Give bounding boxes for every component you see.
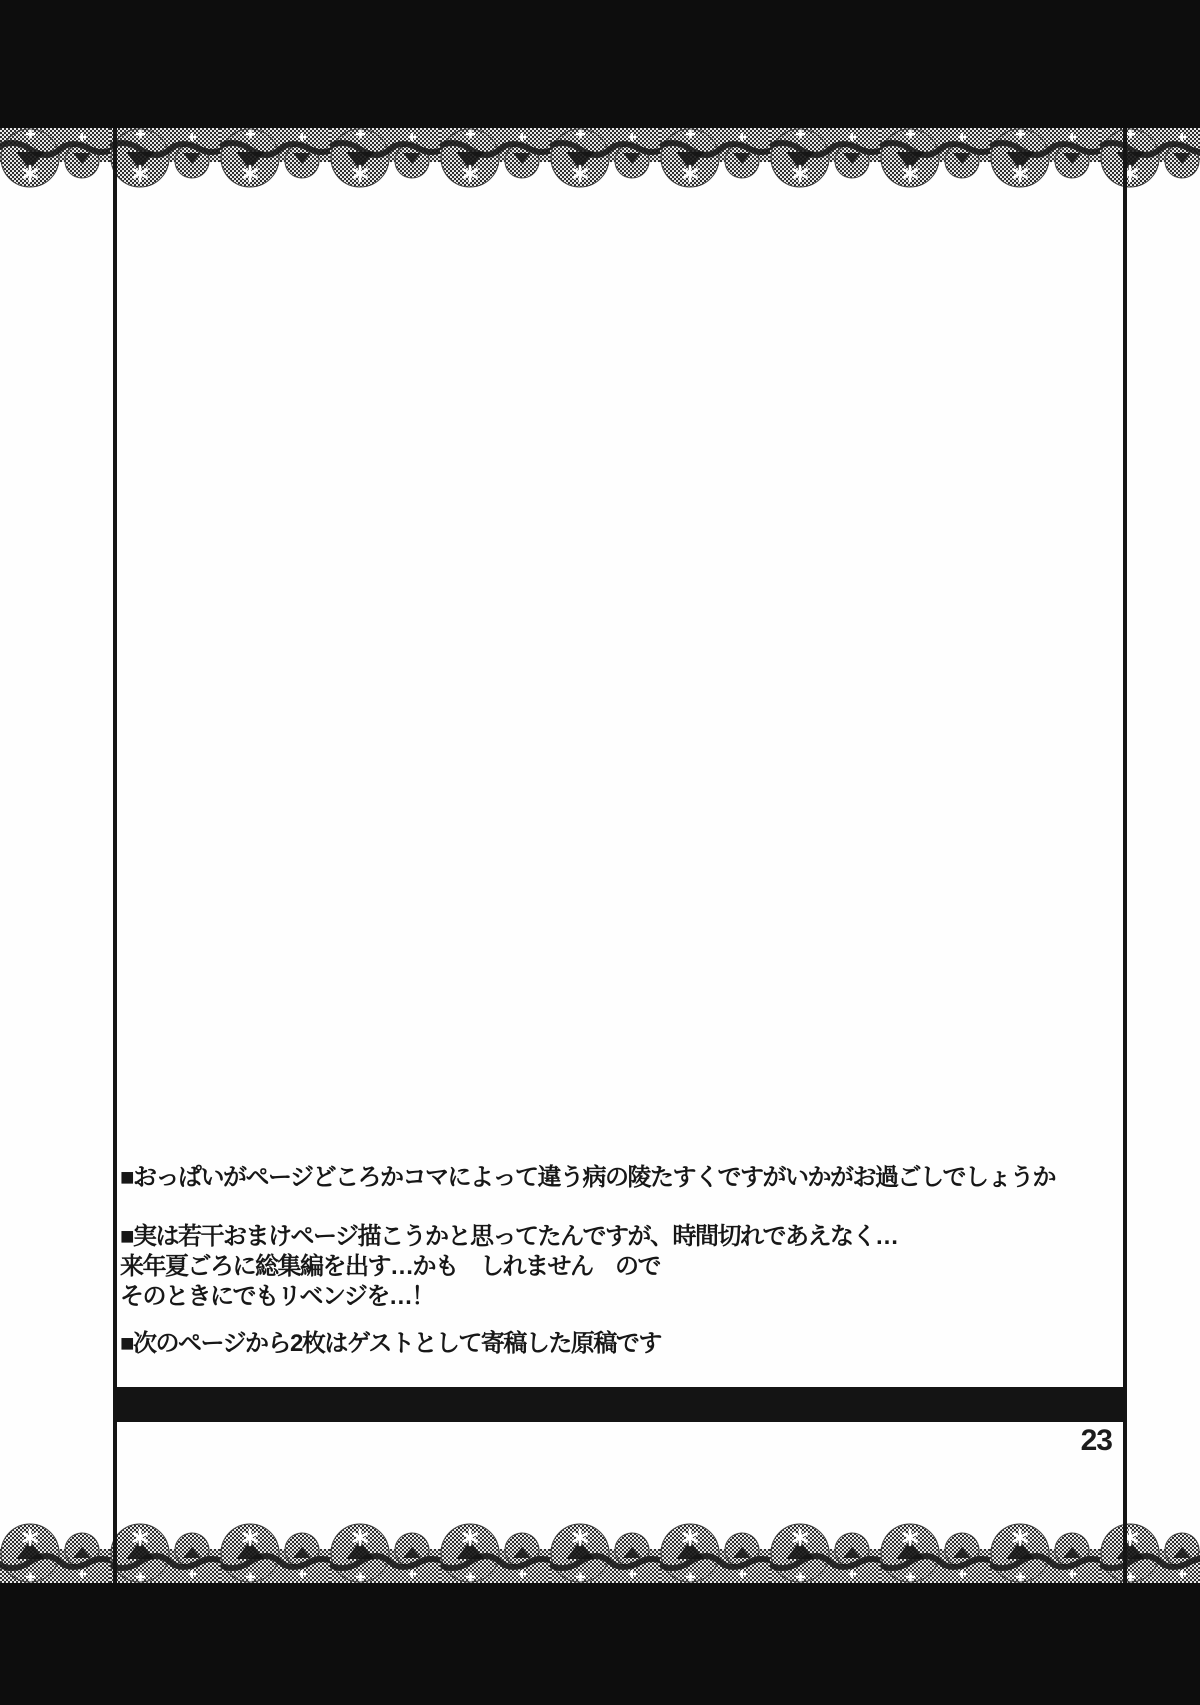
afterword-line: ■次のページから2枚はゲストとして寄稿した原稿です [120, 1330, 661, 1357]
afterword-line: 来年夏ごろに総集編を出す…かも しれません ので [120, 1253, 660, 1280]
afterword-line: ■実は若干おまけページ描こうかと思ってたんですが、時間切れであえなく… [120, 1223, 898, 1250]
page-number: 23 [1080, 1424, 1112, 1457]
afterword-line: そのときにでもリベンジを…！ [120, 1283, 434, 1310]
afterword-line: ■おっぱいがページどころかコマによって違う病の陵たすくですがいかがお過ごしでしょうか [120, 1164, 1056, 1191]
footer-divider-bar [115, 1387, 1125, 1422]
